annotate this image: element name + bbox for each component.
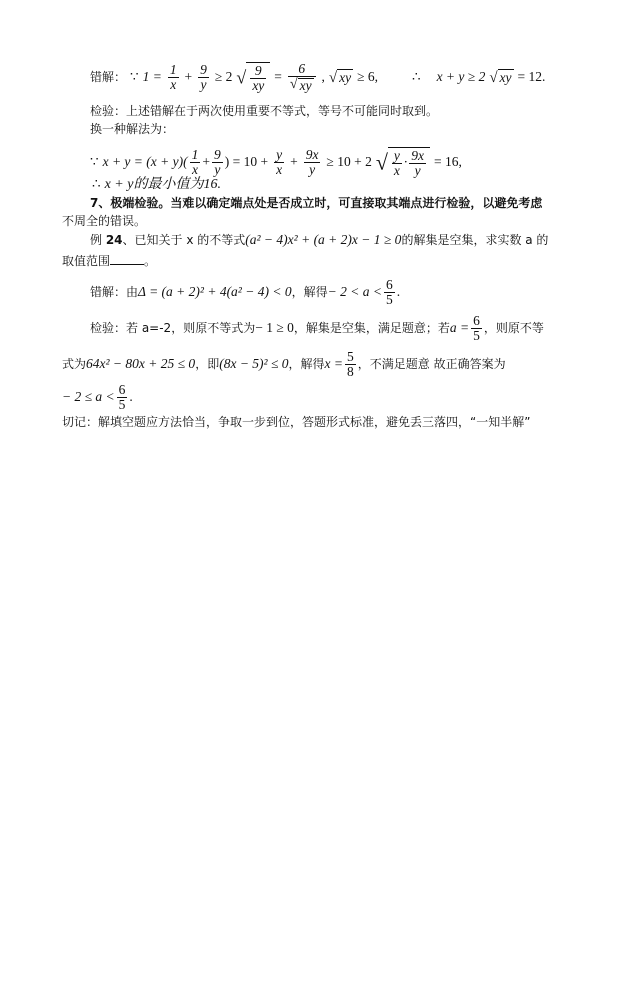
ge-ten-plus-two: ≥ 10 + 2 [326,154,372,169]
check-text-3: ，则原不等 [483,321,544,335]
example-24-line-2 [62,252,156,269]
label-wrong-solution-2: 错解：由 [90,285,139,299]
fraction-5-over-8: $\frac{5}{8}$ [347,349,354,379]
fraction-9-over-y: $\frac{9}{y}$ [200,62,207,92]
minimum-value-text: x + y的最小值为16. [104,177,221,192]
label-wrong-solution: 错解： [90,70,127,84]
example-24-line [90,232,548,248]
equals-sign: = [274,69,282,84]
sum-inequality: x + y ≥ 2 [436,69,486,84]
correct-range: − 2 ≤ a < [62,389,115,404]
plus-sign: + [184,69,193,84]
ge-six: ≥ 6, [357,69,379,84]
plus-sign-3: + [290,154,298,169]
sqrt-product: √ $\frac{y}{x}$ · $\frac{9x}{y}$ [376,147,430,178]
check-text-7: ，不满足题意 故正确答案为 [357,357,506,371]
extreme-check-continuation: 不周全的错误。 [62,214,147,228]
therefore-symbol: ∴ [412,69,421,84]
period: 。 [144,254,157,268]
dot-2: . [129,389,133,404]
dot: . [396,284,401,299]
product-expression: x + y = (x + y)( [102,154,188,169]
wrong-solution-line-2 [90,278,400,307]
fraction-1-over-x-2: $\frac{1}{x}$ [191,147,199,177]
check-line-2 [90,314,544,343]
fraction-y-over-x: $\frac{y}{x}$ [276,147,283,177]
equals-twelve: = 12. [517,69,546,84]
reduced-inequality: − 1 ≥ 0 [255,320,294,335]
example-prefix: 例 [90,233,106,247]
x-equals: x = [324,356,344,371]
wrong-solution-line-1 [90,62,545,93]
extreme-check-heading [90,195,542,211]
equals-ten: ) = 10 + [224,154,269,169]
range-prompt: 取值范围 [62,254,111,268]
example-inequality: (a² − 4)x² + (a + 2)x − 1 ≥ 0 [245,232,402,247]
square-inequality: (8x − 5)² ≤ 0 [219,356,289,371]
example-number: 24 [105,233,123,247]
ge-two: ≥ 2 [214,69,233,84]
comma: , [321,69,325,84]
check-text-6: ，解得 [288,357,325,371]
minimum-value-line [92,176,221,193]
alternative-method-heading: 换一种解法为： [90,122,175,136]
discriminant-expression: Δ = (a + 2)² + 4(a² − 4) < 0 [138,284,292,299]
check-text-1: 检验：若 a=-2，则原不等式为 [90,321,256,335]
sqrt-9-over-xy: √ $\frac{9}{xy}$ [236,62,270,93]
alternative-solution-line [90,147,462,178]
remember-note: 切记：解填空题应方法恰当，争取一步到位，答题形式标准，避免丢三落四，“一知半解” [62,415,531,429]
solve-text: ，解得 [291,285,328,299]
fraction-9x-over-y: $\frac{9x}{y}$ [305,147,319,177]
a-equals: a = [449,320,470,335]
fraction-6-over-5: $\frac{6}{5}$ [385,277,393,307]
check-note-1: 检验：上述错解在于两次使用重要不等式，等号不可能同时取到。 [90,104,439,118]
fraction-6-over-5-b: $\frac{6}{5}$ [473,313,480,343]
example-text-1: 、已知关于 x 的不等式 [122,233,246,247]
quadratic-inequality: 64x² − 80x + 25 ≤ 0 [86,356,196,371]
example-text-2: 的解集是空集，求实数 a 的 [401,233,549,247]
plus-sign-2: + [202,154,210,169]
sqrt-xy-2: √ xy [489,69,512,86]
check-text-4: 式为 [62,357,87,371]
fraction-1-over-x: $\frac{1}{x}$ [169,62,177,92]
wrong-range: − 2 < a < [327,284,382,299]
fraction-6-over-5-c: $\frac{6}{5}$ [118,382,126,412]
extreme-check-text: 7、极端检验。当难以确定端点处是否成立时，可直接取其端点进行检验，以避免考虑 [90,196,543,210]
therefore-symbol-2: ∴ [92,176,101,191]
fraction-6-over-sqrt-xy: $\frac{6}{√ xy}$ [288,62,316,93]
sqrt-xy: √ xy [328,69,352,86]
check-line-3 [62,350,506,379]
because-symbol: ∵ [130,69,139,84]
answer-blank [110,252,144,265]
check-text-5: ，即 [195,357,220,371]
correct-answer-line [62,383,133,412]
because-symbol-2: ∵ [90,154,99,169]
eq-one: 1 = [142,69,162,84]
equals-sixteen: = 16, [434,154,462,169]
fraction-9-over-y-2: $\frac{9}{y}$ [214,147,221,177]
check-text-2: ，解集是空集，满足题意；若 [293,321,450,335]
